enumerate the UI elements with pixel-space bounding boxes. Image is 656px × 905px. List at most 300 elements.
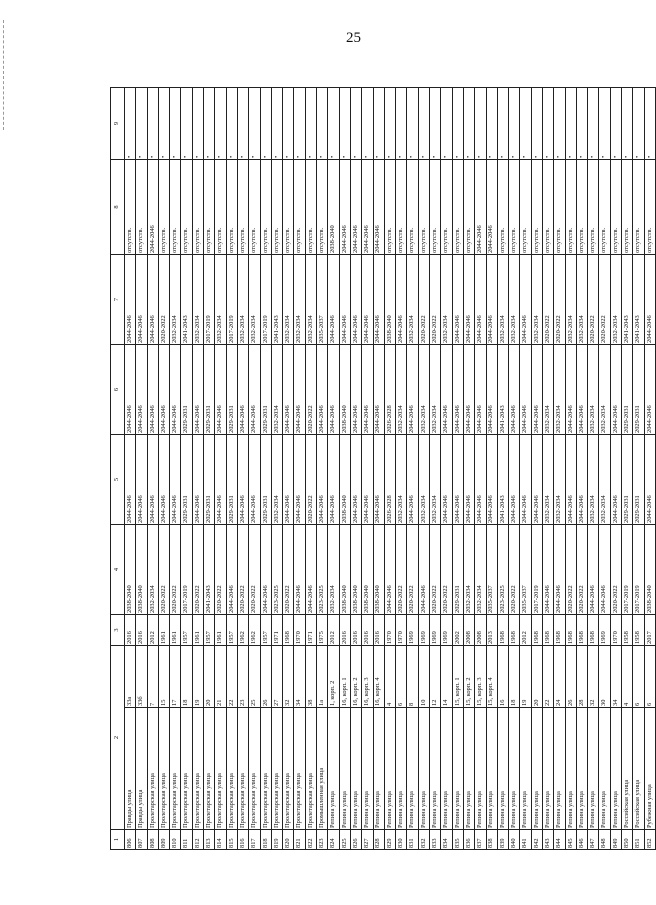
row-number: 844 <box>554 830 565 850</box>
col-9-mark: • <box>497 87 508 159</box>
col-7-period: 2044-2046 <box>339 254 350 344</box>
col-8-value: отсутств. <box>509 159 520 254</box>
col-8-value: 2044-2046 <box>486 159 497 254</box>
col-5-period: 2038-2040 <box>339 434 350 524</box>
street-name: Репина улица <box>554 708 565 830</box>
row-number: 829 <box>384 830 395 850</box>
col-7-period: 2044-2046 <box>362 254 373 344</box>
table-row <box>542 87 553 849</box>
col-5-period: 2044-2046 <box>328 434 339 524</box>
build-year: 1961 <box>158 614 169 645</box>
col-4-period: 2020-2022 <box>509 524 520 614</box>
build-year: 1970 <box>396 614 407 645</box>
row-number: 841 <box>520 830 531 850</box>
street-name: Репина улица <box>339 708 350 830</box>
street-name: Пролетарская улица <box>204 708 215 830</box>
col-4-period: 2044-2046 <box>294 524 305 614</box>
col-8-value: 2038-2040 <box>328 159 339 254</box>
col-8-value: отсутств. <box>588 159 599 254</box>
street-name: Репина улица <box>463 708 474 830</box>
col-5-period: 2044-2046 <box>294 434 305 524</box>
table-row <box>486 87 497 849</box>
house-number: 33б <box>136 645 147 707</box>
col-9-mark: • <box>599 87 610 159</box>
col-7-period: 2041-2043 <box>271 254 282 344</box>
house-number: 24 <box>554 645 565 707</box>
table-row <box>317 87 328 849</box>
build-year: 1969 <box>430 614 441 645</box>
house-number: 14 <box>441 645 452 707</box>
row-number: 843 <box>542 830 553 850</box>
house-number: 15, корп. 1 <box>452 645 463 707</box>
col-5-period: 2032-2034 <box>588 434 599 524</box>
col-8-value: отсутств. <box>204 159 215 254</box>
col-6-period: 2044-2046 <box>452 344 463 434</box>
col-9-mark: • <box>565 87 576 159</box>
table-row <box>509 87 520 849</box>
col-8-value: отсутств. <box>249 159 260 254</box>
col-9-mark: • <box>509 87 520 159</box>
table-row <box>271 87 282 849</box>
street-name: Пролетарская улица <box>283 708 294 830</box>
row-number: 824 <box>328 830 339 850</box>
row-number: 834 <box>441 830 452 850</box>
table-row <box>237 87 248 849</box>
table-row <box>294 87 305 849</box>
table-row <box>350 87 361 849</box>
build-year: 2016 <box>373 614 384 645</box>
house-number: 23 <box>237 645 248 707</box>
col-6-period: 2044-2046 <box>475 344 486 434</box>
house-number: 34 <box>610 645 621 707</box>
street-name: Российская улица <box>622 708 633 830</box>
header-col-4: 4 <box>111 524 125 614</box>
col-5-period: 2032-2034 <box>418 434 429 524</box>
house-number: 16, корп. 2 <box>350 645 361 707</box>
street-name: Пролетарская улица <box>271 708 282 830</box>
table-row <box>396 87 407 849</box>
rotated-table <box>110 88 653 850</box>
col-7-period: 2044-2046 <box>125 254 136 344</box>
build-year: 1968 <box>283 614 294 645</box>
header-col-5: 5 <box>111 434 125 524</box>
col-7-period: 2038-2040 <box>384 254 395 344</box>
col-4-period: 2017-2019 <box>622 524 633 614</box>
table-row <box>305 87 316 849</box>
street-name: Репина улица <box>565 708 576 830</box>
col-4-period: 2020-2022 <box>576 524 587 614</box>
col-8-value: отсутств. <box>396 159 407 254</box>
table-row <box>644 87 655 849</box>
col-6-period: 2038-2040 <box>339 344 350 434</box>
build-year: 1969 <box>599 614 610 645</box>
col-6-period: 2044-2046 <box>350 344 361 434</box>
col-5-period: 2044-2046 <box>531 434 542 524</box>
table-row <box>565 87 576 849</box>
col-7-period: 2017-2019 <box>226 254 237 344</box>
col-8-value: 2044-2046 <box>339 159 350 254</box>
col-9-mark: • <box>576 87 587 159</box>
col-7-period: 2032-2034 <box>237 254 248 344</box>
page-number: 25 <box>346 30 361 46</box>
col-4-period: 2044-2046 <box>260 524 271 614</box>
house-number: 19 <box>192 645 203 707</box>
col-7-period: 2041-2043 <box>622 254 633 344</box>
street-name: Пролетарская улица <box>249 708 260 830</box>
col-5-period: 2044-2046 <box>475 434 486 524</box>
col-7-period: 2020-2022 <box>599 254 610 344</box>
table-row <box>170 87 181 849</box>
col-5-period: 2044-2046 <box>283 434 294 524</box>
col-9-mark: • <box>644 87 655 159</box>
col-5-period: 2032-2034 <box>430 434 441 524</box>
col-4-period: 2044-2046 <box>599 524 610 614</box>
col-9-mark: • <box>441 87 452 159</box>
col-5-period: 2044-2046 <box>192 434 203 524</box>
house-number: 38 <box>305 645 316 707</box>
col-6-period: 2041-2043 <box>497 344 508 434</box>
col-9-mark: • <box>125 87 136 159</box>
row-number: 828 <box>373 830 384 850</box>
col-9-mark: • <box>418 87 429 159</box>
build-year: 2016 <box>339 614 350 645</box>
col-9-mark: • <box>249 87 260 159</box>
row-number: 815 <box>226 830 237 850</box>
col-7-period: 2032-2034 <box>565 254 576 344</box>
col-4-period: 2044-2046 <box>384 524 395 614</box>
build-year: 1970 <box>610 614 621 645</box>
col-6-period: 2020-2022 <box>305 344 316 434</box>
house-number: 26 <box>260 645 271 707</box>
col-4-period: 2020-2022 <box>170 524 181 614</box>
street-name: Репина улица <box>362 708 373 830</box>
house-number: 6 <box>644 645 655 707</box>
col-4-period: 2035-2037 <box>486 524 497 614</box>
build-year: 1958 <box>633 614 644 645</box>
row-number: 845 <box>565 830 576 850</box>
col-5-period: 2029-2031 <box>622 434 633 524</box>
row-number: 842 <box>531 830 542 850</box>
col-4-period: 2038-2040 <box>136 524 147 614</box>
col-4-period: 2020-2022 <box>396 524 407 614</box>
build-year: 1970 <box>294 614 305 645</box>
col-8-value: отсутств. <box>633 159 644 254</box>
col-4-period: 2032-2034 <box>328 524 339 614</box>
table-row <box>204 87 215 849</box>
col-8-value: отсутств. <box>430 159 441 254</box>
col-9-mark: • <box>531 87 542 159</box>
col-5-period: 2029-2031 <box>633 434 644 524</box>
col-4-period: 2023-2025 <box>317 524 328 614</box>
col-5-period: 2044-2046 <box>373 434 384 524</box>
col-5-period: 2032-2034 <box>554 434 565 524</box>
table-row <box>520 87 531 849</box>
col-6-period: 2044-2046 <box>158 344 169 434</box>
col-6-period: 2044-2046 <box>463 344 474 434</box>
build-year: 2008 <box>463 614 474 645</box>
row-number: 852 <box>644 830 655 850</box>
table-row <box>633 87 644 849</box>
col-4-period: 2038-2040 <box>373 524 384 614</box>
col-7-period: 2017-2019 <box>204 254 215 344</box>
col-6-period: 2032-2034 <box>418 344 429 434</box>
house-number: 8 <box>407 645 418 707</box>
row-number: 838 <box>486 830 497 850</box>
col-5-period: 2044-2046 <box>407 434 418 524</box>
col-6-period: 2044-2046 <box>373 344 384 434</box>
build-year: 1969 <box>418 614 429 645</box>
house-number: 12 <box>430 645 441 707</box>
row-number: 816 <box>237 830 248 850</box>
build-year: 1961 <box>215 614 226 645</box>
street-name: Репина улица <box>475 708 486 830</box>
table-row <box>373 87 384 849</box>
row-number: 813 <box>204 830 215 850</box>
col-5-period: 2044-2046 <box>125 434 136 524</box>
street-name: Пролетарская улица <box>192 708 203 830</box>
street-name: Репина улица <box>576 708 587 830</box>
build-year: 1968 <box>531 614 542 645</box>
row-number: 831 <box>407 830 418 850</box>
row-number: 819 <box>271 830 282 850</box>
build-year: 1971 <box>271 614 282 645</box>
col-6-period: 2044-2046 <box>249 344 260 434</box>
col-9-mark: • <box>486 87 497 159</box>
col-9-mark: • <box>373 87 384 159</box>
house-number: 4 <box>384 645 395 707</box>
build-year: 1968 <box>497 614 508 645</box>
house-number: 4 <box>622 645 633 707</box>
col-8-value: отсутств. <box>170 159 181 254</box>
row-number: 825 <box>339 830 350 850</box>
col-4-period: 2020-2022 <box>283 524 294 614</box>
row-number: 808 <box>147 830 158 850</box>
build-year: 1957 <box>226 614 237 645</box>
col-8-value: отсутств. <box>384 159 395 254</box>
col-7-period: 2020-2022 <box>418 254 429 344</box>
col-8-value: отсутств. <box>644 159 655 254</box>
row-number: 806 <box>125 830 136 850</box>
col-5-period: 2026-2028 <box>384 434 395 524</box>
table-row <box>215 87 226 849</box>
col-9-mark: • <box>294 87 305 159</box>
row-number: 827 <box>362 830 373 850</box>
street-name: Репина улица <box>350 708 361 830</box>
row-number: 817 <box>249 830 260 850</box>
col-5-period: 2041-2043 <box>497 434 508 524</box>
col-6-period: 2029-2031 <box>181 344 192 434</box>
col-5-period: 2044-2046 <box>452 434 463 524</box>
col-7-period: 2020-2022 <box>158 254 169 344</box>
col-5-period: 2044-2046 <box>215 434 226 524</box>
build-year: 1968 <box>588 614 599 645</box>
col-6-period: 2044-2046 <box>136 344 147 434</box>
street-name: Репина улица <box>418 708 429 830</box>
col-7-period: 2032-2034 <box>576 254 587 344</box>
col-4-period: 2032-2034 <box>147 524 158 614</box>
table-row <box>599 87 610 849</box>
col-8-value: отсутств. <box>554 159 565 254</box>
row-number: 848 <box>599 830 610 850</box>
street-name: Репина улица <box>452 708 463 830</box>
row-number: 811 <box>181 830 192 850</box>
house-number: 1а <box>317 645 328 707</box>
table-row <box>226 87 237 849</box>
col-7-period: 2032-2034 <box>215 254 226 344</box>
row-number: 823 <box>317 830 328 850</box>
col-9-mark: • <box>170 87 181 159</box>
col-8-value: отсутств. <box>622 159 633 254</box>
col-5-period: 2044-2046 <box>576 434 587 524</box>
street-name: Российская улица <box>633 708 644 830</box>
col-9-mark: • <box>463 87 474 159</box>
house-number: 15, корп. 4 <box>486 645 497 707</box>
table-row <box>407 87 418 849</box>
col-7-period: 2032-2034 <box>497 254 508 344</box>
row-number: 820 <box>283 830 294 850</box>
col-6-period: 2044-2046 <box>565 344 576 434</box>
house-number: 15, корп. 2 <box>463 645 474 707</box>
col-4-period: 2038-2040 <box>362 524 373 614</box>
col-5-period: 2044-2046 <box>520 434 531 524</box>
street-name: Репина улица <box>542 708 553 830</box>
col-8-value: отсутств. <box>610 159 621 254</box>
col-7-period: 2032-2034 <box>283 254 294 344</box>
house-number: 26 <box>565 645 576 707</box>
col-8-value: отсутств. <box>520 159 531 254</box>
col-9-mark: • <box>226 87 237 159</box>
col-9-mark: • <box>271 87 282 159</box>
street-name: Рубежная улица <box>644 708 655 830</box>
header-col-2: 2 <box>111 645 125 829</box>
build-year: 1970 <box>384 614 395 645</box>
col-4-period: 2044-2046 <box>226 524 237 614</box>
header-col-6: 6 <box>111 344 125 434</box>
col-9-mark: • <box>204 87 215 159</box>
col-5-period: 2044-2046 <box>441 434 452 524</box>
col-7-period: 2032-2034 <box>531 254 542 344</box>
build-year: 2013 <box>486 614 497 645</box>
street-name: Пролетарская улица <box>181 708 192 830</box>
house-number: 15 <box>158 645 169 707</box>
col-9-mark: • <box>384 87 395 159</box>
col-8-value: отсутств. <box>237 159 248 254</box>
col-7-period: 2044-2046 <box>520 254 531 344</box>
row-number: 814 <box>215 830 226 850</box>
col-7-period: 2032-2034 <box>509 254 520 344</box>
col-5-period: 2044-2046 <box>136 434 147 524</box>
house-number: 16, корп. 4 <box>373 645 384 707</box>
col-6-period: 2032-2034 <box>542 344 553 434</box>
table-row <box>463 87 474 849</box>
col-5-period: 2044-2046 <box>509 434 520 524</box>
col-8-value: отсутств. <box>565 159 576 254</box>
house-number: 33а <box>125 645 136 707</box>
build-year: 1968 <box>509 614 520 645</box>
col-9-mark: • <box>622 87 633 159</box>
street-name: Пролетарская улица <box>170 708 181 830</box>
street-name: Правды улица <box>125 708 136 830</box>
col-6-period: 2044-2046 <box>147 344 158 434</box>
col-6-period: 2032-2034 <box>271 344 282 434</box>
col-6-period: 2032-2034 <box>554 344 565 434</box>
col-6-period: 2032-2034 <box>599 344 610 434</box>
col-7-period: 2032-2034 <box>441 254 452 344</box>
col-6-period: 2032-2034 <box>396 344 407 434</box>
col-4-period: 2032-2034 <box>463 524 474 614</box>
header-col-8: 8 <box>111 159 125 254</box>
col-7-period: 2044-2046 <box>396 254 407 344</box>
table-row <box>136 87 147 849</box>
street-name: Пролетарская улица <box>260 708 271 830</box>
col-4-period: 2020-2022 <box>237 524 248 614</box>
table-row <box>283 87 294 849</box>
col-4-period: 2020-2022 <box>192 524 203 614</box>
col-6-period: 2032-2034 <box>430 344 441 434</box>
col-4-period: 2038-2040 <box>125 524 136 614</box>
row-number: 812 <box>192 830 203 850</box>
col-8-value: 2044-2046 <box>350 159 361 254</box>
col-4-period: 2017-2019 <box>531 524 542 614</box>
street-name: Репина улица <box>384 708 395 830</box>
house-number: 6 <box>633 645 644 707</box>
street-name: Пролетарская улица <box>294 708 305 830</box>
col-7-period: 2032-2034 <box>192 254 203 344</box>
table-row <box>531 87 542 849</box>
build-year: 2016 <box>350 614 361 645</box>
col-9-mark: • <box>305 87 316 159</box>
build-year: 1962 <box>237 614 248 645</box>
col-9-mark: • <box>588 87 599 159</box>
col-5-period: 2044-2046 <box>147 434 158 524</box>
col-8-value: отсутств. <box>158 159 169 254</box>
build-year: 2016 <box>362 614 373 645</box>
col-4-period: 2044-2046 <box>542 524 553 614</box>
col-9-mark: • <box>283 87 294 159</box>
row-number: 837 <box>475 830 486 850</box>
data-table <box>110 87 656 850</box>
col-9-mark: • <box>430 87 441 159</box>
build-year: 1962 <box>249 614 260 645</box>
col-7-period: 2020-2022 <box>430 254 441 344</box>
street-name: Репина улица <box>497 708 508 830</box>
col-8-value: отсутств. <box>192 159 203 254</box>
col-9-mark: • <box>396 87 407 159</box>
house-number: 20 <box>531 645 542 707</box>
col-4-period: 2044-2046 <box>554 524 565 614</box>
row-number: 835 <box>452 830 463 850</box>
col-6-period: 2044-2046 <box>170 344 181 434</box>
col-6-period: 2029-2031 <box>226 344 237 434</box>
street-name: Пролетарская улица <box>147 708 158 830</box>
col-5-period: 2044-2046 <box>170 434 181 524</box>
col-6-period: 2044-2046 <box>407 344 418 434</box>
street-name: Пролетарская улица <box>226 708 237 830</box>
header-col-9: 9 <box>111 87 125 159</box>
col-6-period: 2044-2046 <box>441 344 452 434</box>
street-name: Репина улица <box>486 708 497 830</box>
col-8-value: отсутств. <box>305 159 316 254</box>
col-8-value: 2044-2046 <box>373 159 384 254</box>
build-year: 1961 <box>170 614 181 645</box>
street-name: Репина улица <box>509 708 520 830</box>
col-5-period: 2044-2046 <box>158 434 169 524</box>
col-5-period: 2044-2046 <box>237 434 248 524</box>
col-6-period: 2044-2046 <box>509 344 520 434</box>
col-4-period: 2020-2022 <box>441 524 452 614</box>
col-4-period: 2017-2019 <box>633 524 644 614</box>
col-7-period: 2020-2022 <box>588 254 599 344</box>
